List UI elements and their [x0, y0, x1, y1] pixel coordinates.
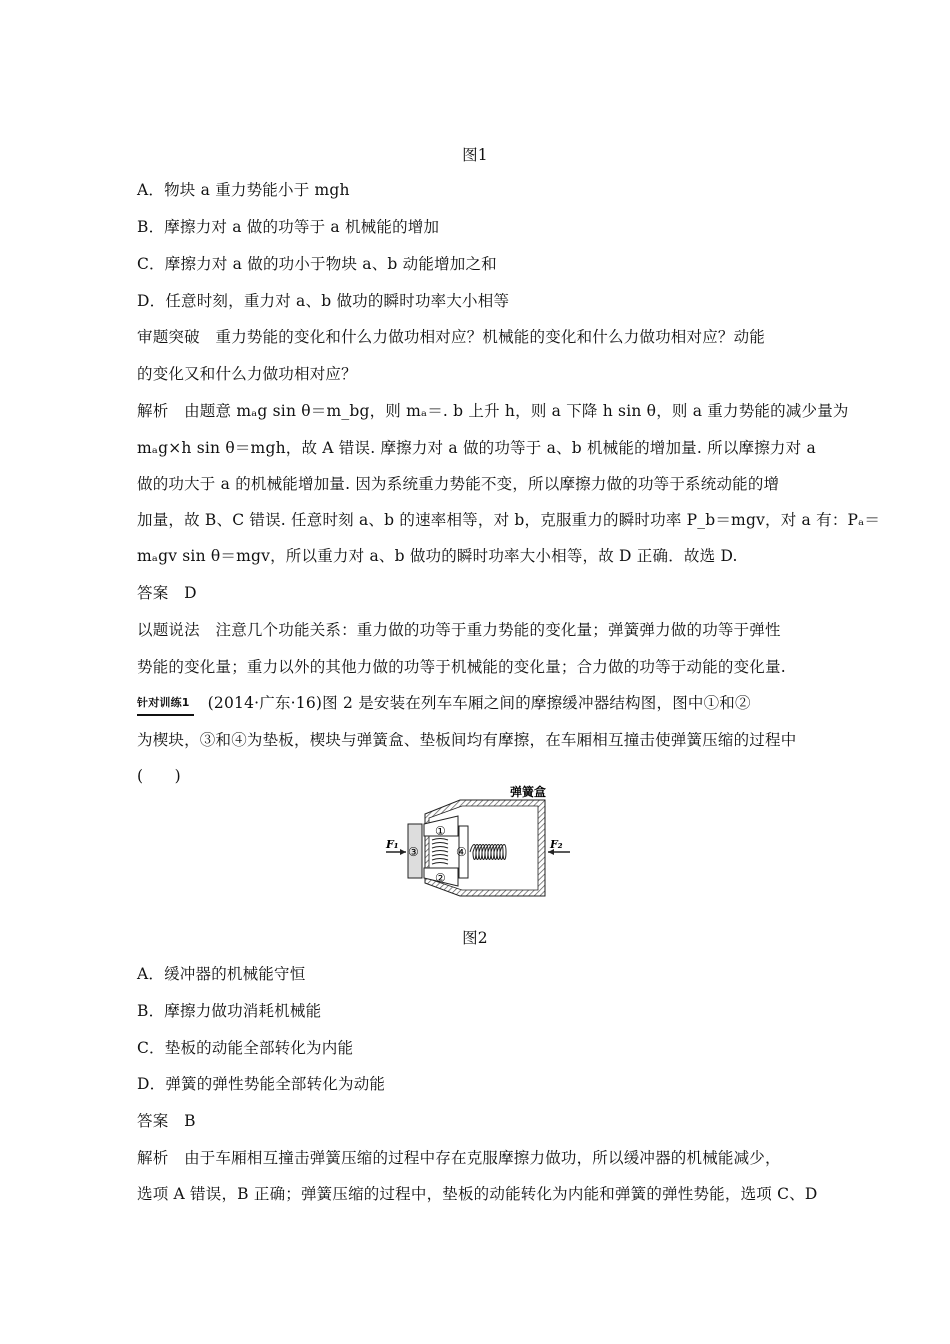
q1-option-a: A．物块 a 重力势能小于 mgh [137, 181, 350, 199]
t1-analysis-line-1: 解析 由于车厢相互撞击弹簧压缩的过程中存在克服摩擦力做功，所以缓冲器的机械能减少， [137, 1149, 781, 1167]
q1-analysis-line-2: mₐg×h sin θ＝mgh，故 A 错误. 摩擦力对 a 做的功等于 a、b 机械能的增加量. 所以摩擦力对 a [137, 439, 816, 457]
t1-analysis-line-2: 选项 A 错误，B 正确；弹簧压缩的过程中，垫板的动能转化为内能和弹簧的弹性势能，选项 C、D [137, 1185, 818, 1203]
spring-box-label: 弹簧盒 [510, 785, 547, 799]
f1-arrowhead [400, 849, 406, 855]
training1-stem-line-3: ( ) [137, 767, 181, 785]
f2-label: F₂ [550, 838, 563, 851]
label-3: ③ [408, 845, 419, 859]
buffer-structure-diagram [380, 778, 580, 898]
label-2: ② [435, 871, 446, 885]
t1-option-a: A．缓冲器的机械能守恒 [137, 965, 306, 983]
figure1-caption: 图1 [462, 146, 488, 164]
method-note-line-1: 以题说法 注意几个功能关系：重力做的功等于重力势能的变化量；弹簧弹力做的功等于弹性 [137, 621, 781, 639]
label-1: ① [435, 824, 446, 838]
label-4: ④ [456, 845, 467, 859]
q1-analysis-line-4: 加量，故 B、C 错误. 任意时刻 a、b 的速率相等，对 b，克服重力的瞬时功率 P_b＝mgv，对 a 有：Pₐ＝ [137, 511, 881, 529]
q1-option-d: D．任意时刻，重力对 a、b 做功的瞬时功率大小相等 [137, 292, 510, 310]
q1-option-c: C．摩擦力对 a 做的功小于物块 a、b 动能增加之和 [137, 255, 497, 273]
t1-option-b: B．摩擦力做功消耗机械能 [137, 1002, 322, 1020]
t1-option-c: C．垫板的动能全部转化为内能 [137, 1039, 354, 1057]
t1-option-d: D．弹簧的弹性势能全部转化为动能 [137, 1075, 386, 1093]
q1-analysis-line-3: 做的功大于 a 的机械能增加量. 因为系统重力势能不变，所以摩擦力做的功等于系统动能的增 [137, 475, 780, 493]
training1-stem-line-1 [137, 693, 751, 716]
training-badge: 针对训练1 [137, 693, 194, 716]
t1-answer: 答案 B [137, 1112, 196, 1130]
f1-label: F₁ [386, 838, 399, 851]
breakthrough-line-2: 的变化又和什么力做功相对应？ [137, 365, 357, 383]
q1-analysis-line-5: mₐgv sin θ＝mgv，所以重力对 a、b 做功的瞬时功率大小相等，故 D 正确．故选 D. [137, 547, 738, 565]
training1-stem-text: (2014·广东·16)图 2 是安装在列车车厢之间的摩擦缓冲器结构图，图中①和② [207, 694, 751, 712]
q1-analysis-line-1: 解析 由题意 mₐg sin θ＝m_bg，则 mₐ＝. b 上升 h，则 a 下降 h sin θ，则 a 重力势能的减少量为 [137, 402, 849, 420]
q1-option-b: B．摩擦力对 a 做的功等于 a 机械能的增加 [137, 218, 440, 236]
q1-answer: 答案 D [137, 584, 197, 602]
breakthrough-line-1: 审题突破 重力势能的变化和什么力做功相对应？机械能的变化和什么力做功相对应？动能 [137, 328, 766, 346]
method-note-line-2: 势能的变化量；重力以外的其他力做的功等于机械能的变化量；合力做的功等于动能的变化量. [137, 658, 786, 676]
figure2-caption: 图2 [462, 929, 488, 947]
training1-stem-line-2: 为楔块，③和④为垫板，楔块与弹簧盒、垫板间均有摩擦，在车厢相互撞击使弹簧压缩的过程中 [137, 731, 797, 749]
